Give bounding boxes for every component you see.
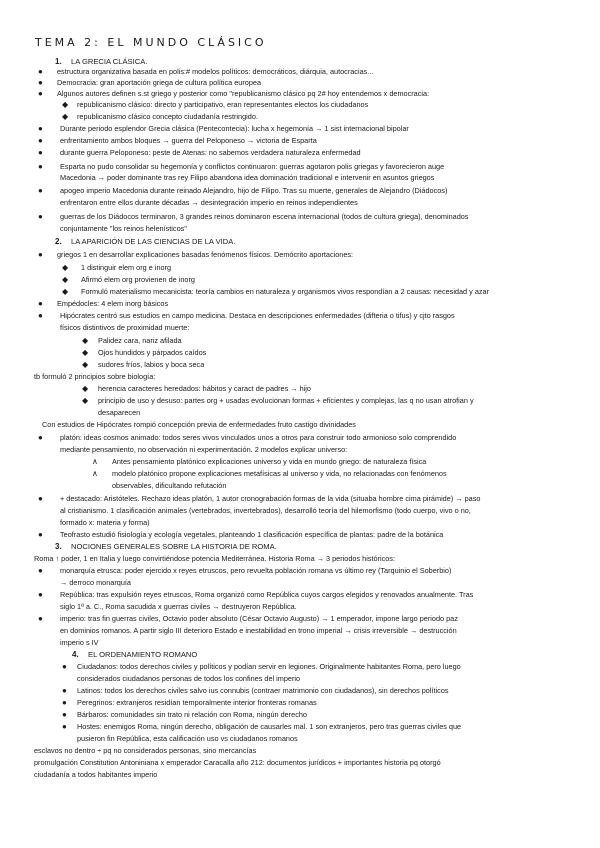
list-item-continuation: siglo 1ª a. C., Roma sacudida x guerras civiles → destruyeron República. [60,602,297,611]
paragraph-line: promulgación Constitution Antoniniana x emperador Caracalla año 212: documentos jurídicos + importantes historia pq otorgó [34,758,441,767]
list-item: enfrentamiento ambos bloques → guerra del Peloponeso → victoria de Esparta [60,136,317,145]
section-number: 3. [55,542,62,551]
bullet-icon: ● [38,186,43,195]
list-item: apogeo imperio Macedonia durante reinado Alejandro, hijo de Filipo. Tras su muerte, generales de Alejandro (Diádocos) [60,186,448,195]
section-number: 1. [55,57,62,66]
diamond-bullet-icon: ◆ [82,384,89,393]
list-item: Peregrinos: extranjeros residían temporalmente interior fronteras romanas [77,698,317,707]
list-item-continuation: formado x: materia y forma) [60,518,150,527]
diamond-bullet-icon: ◆ [82,348,89,357]
paragraph-line: tb formuló 2 principios sobre biología: [34,372,156,381]
list-item-continuation: Macedonia → poder dominante tras rey Filipo abandona idea dominación tradicional e intervenir en asuntos griegos [60,173,435,182]
paragraph-line: Roma ↑ poder, 1 en Italia y luego convirtiéndose potencia Mediterránea. Historia Roma → 3 periodos históricos: [34,554,395,563]
list-item: sudores fríos, labios y boca seca [98,360,205,369]
bullet-icon: ● [38,162,43,171]
paragraph-line: esclavos no dentro ÷ pq no considerados personas, sino mercancías [34,746,257,755]
list-item: 1 distinguir elem org e inorg [81,263,172,272]
bullet-icon: ● [62,662,67,671]
list-item: monarquía etrusca: poder ejercido x reyes etruscos, pero revuelta población romana vs último rey (Tarquinio el Soberbio) [60,566,452,575]
list-item-continuation: considerados ciudadanos personas de todos los confines del imperio [77,674,301,683]
bullet-icon: ● [38,89,43,98]
bullet-icon: ● [38,494,43,503]
bullet-icon: ● [62,710,67,719]
section-number: 2. [55,237,62,246]
bullet-icon: ● [62,698,67,707]
list-item: Latinos: todos los derechos civiles salvo ius connubis (contraer matrimonio con ciudadanos), sin derechos políticos [77,686,449,695]
section-heading-1 [55,57,147,66]
list-item-continuation: enfrentaron entre ellos durante décadas → desintegración imperio en reinos independientes [60,198,358,207]
list-item: imperio: tras fin guerras civiles, Octavio poder absoluto (César Octavio Augusto) → 1 emperador, impone largo periodo paz [60,614,458,623]
diamond-bullet-icon: ◆ [62,287,69,296]
bullet-icon: ● [38,433,43,442]
list-item: Antes pensamiento platónico explicaciones universo y vida en mundo griego: de naturaleza física [112,457,427,466]
diamond-bullet-icon: ◆ [62,263,69,272]
list-item: principio de uso y desuso: partes org + usadas evolucionan formas + eficientes y complejas, las q no usan atrofian y [98,396,474,405]
list-item: Hostes: enemigos Roma, ningún derecho, obligación de causarles mal. 1 son extranjeros, pero tras guerras civiles que [77,722,462,731]
list-item-continuation: imperio s IV [60,638,99,647]
section-heading-4 [72,650,197,659]
diamond-bullet-icon: ◆ [82,360,89,369]
list-item: Bárbaros: comunidades sin trato ni relación con Roma, ningún derecho [77,710,307,719]
list-item-continuation: desaparecen [98,408,141,417]
diamond-bullet-icon: ◆ [62,275,69,284]
bullet-icon: ● [38,299,43,308]
list-item: guerras de los Diádocos terminaron, 3 grandes reinos dominaron escena internacional (todos de cultura griega), denominados [60,212,469,221]
bullet-icon: ● [38,67,43,76]
bullet-icon: ● [38,614,43,623]
section-number: 4. [72,650,79,659]
list-item-continuation: físicos distintivos de proximidad muerte: [60,323,190,332]
section-title: EL ORDENAMIENTO ROMANO [88,650,198,659]
list-item-continuation: pusieron fin República, esta calificación uso vs ciudadanos romanos [77,734,298,743]
wedge-bullet-icon: ∧ [92,457,98,466]
bullet-icon: ● [62,686,67,695]
bullet-icon: ● [38,590,43,599]
list-item: griegos 1 en desarrollar explicaciones basadas fenómenos físicos. Demócrito aportaciones: [57,250,354,259]
list-item: Ojos hundidos y párpados caídos [98,348,207,357]
bullet-icon: ● [62,722,67,731]
section-title: LA GRECIA CLÁSICA. [71,57,148,66]
document-title: TEMA 2: EL MUNDO CLÁSICO [35,36,267,49]
list-item: republicanismo clásico concepto ciudadanía restringido. [77,112,258,121]
diamond-bullet-icon: ◆ [62,112,69,121]
list-item: Ciudadanos: todos derechos civiles y políticos y podían servir en legiones. Originalmente habitantes Roma, pero luego [77,662,461,671]
bullet-icon: ● [38,124,43,133]
list-item: Democracia: gran aportación griega de cultura política europea [57,78,262,87]
bullet-icon: ● [38,136,43,145]
list-item-continuation: → derroco monarquía [60,578,131,587]
bullet-icon: ● [38,530,43,539]
list-item: Durante periodo esplendor Grecia clásica (Pentecontecia): lucha x hegemonía → 1 sist internacional bipolar [60,124,409,133]
diamond-bullet-icon: ◆ [82,336,89,345]
wedge-bullet-icon: ∧ [92,469,98,478]
diamond-bullet-icon: ◆ [82,396,89,405]
section-heading-2 [55,237,235,246]
list-item: estructura organizativa basada en polis:# modelos políticos: democráticos, diárquia, autocracias... [57,67,374,76]
list-item: Teofrasto estudió fisiología y ecología vegetales, planteando 1 clasificación específica de plantas: padre de la botánica [60,530,444,539]
list-item: Esparta no pudo consolidar su hegemonía y conflictos continuaron: guerras agotaron polis griegas y favorecieron auge [60,162,445,171]
bullet-icon: ● [38,212,43,221]
bullet-icon: ● [38,311,43,320]
diamond-bullet-icon: ◆ [62,100,69,109]
list-item: republicanismo clásico: directo y participativo, eran representantes electos los ciudadanos [77,100,369,109]
list-item: Algunos autores definen s.st griego y posterior como "republicanismo clásico pq 2# hoy entendemos x democracia: [57,89,430,98]
list-item: Formuló materialismo mecanicista: teoría cambios en naturaleza y organismos vivos respondían a 2 causas: necesidad y azar [81,287,490,296]
section-heading-3 [55,542,277,551]
list-item: platón: ideas cosmos animado: todos seres vivos vinculados unos a otros para construir todo armonioso solo comprendido [60,433,457,442]
list-item: República: tras expulsión reyes etruscos, Roma organizó como República cuyos cargos elegidos y renovados anualmente. Tras [60,590,474,599]
list-item-continuation: en dominios romanos. A partir siglo III deterioro Estado e inestabilidad en trono imperial → crisis irreversible → destrucción [60,626,457,635]
list-item-continuation: conjuntamente "los reinos helenísticos" [60,224,187,233]
list-item: durante guerra Peloponeso: peste de Atenas: no sabemos verdadera naturaleza enfermedad [60,148,361,157]
bullet-icon: ● [38,78,43,87]
bullet-icon: ● [38,250,43,259]
list-item: modelo platónico propone explicaciones metafísicas al universo y vida, no relacionadas con fenómenos [112,469,447,478]
list-item: Palidez cara, nariz afilada [98,336,182,345]
list-item: Empédocles: 4 elem inorg básicos [57,299,169,308]
list-item: Afirmó elem org provienen de inorg [81,275,195,284]
bullet-icon: ● [38,148,43,157]
paragraph-line: Con estudios de Hipócrates rompió concepción previa de enfermedades fruto castigo divinidades [42,420,356,429]
list-item-continuation: observables, dificultando refutación [112,481,227,490]
paragraph-line: ciudadanía a todos habitantes imperio [34,770,158,779]
list-item: herencia caracteres heredados: hábitos y caract de padres → hijo [98,384,311,393]
list-item: + destacado: Aristóteles. Rechazo ideas platón, 1 autor cronograbación formas de la vida (situaba hombre cima pirámide) → paso [60,494,481,503]
list-item-continuation: mediante pensamiento, no observación ni experimentación. 2 modelos explicar universo: [60,445,348,454]
section-title: LA APARICIÓN DE LAS CIENCIAS DE LA VIDA. [71,237,236,246]
bullet-icon: ● [38,566,43,575]
section-title: NOCIONES GENERALES SOBRE LA HISTORIA DE ROMA. [71,542,277,551]
list-item-continuation: al cristianismo. 1 clasificación animales (vertebrados, invertebrados), desarrolló teoría del hilemorfismo (todo cuerpo, vivo o no, [60,506,471,515]
list-item: Hipócrates centró sus estudios en campo medicina. Destaca en descripciones enfermedades (difteria o tifus) y cjto rasgos [60,311,455,320]
